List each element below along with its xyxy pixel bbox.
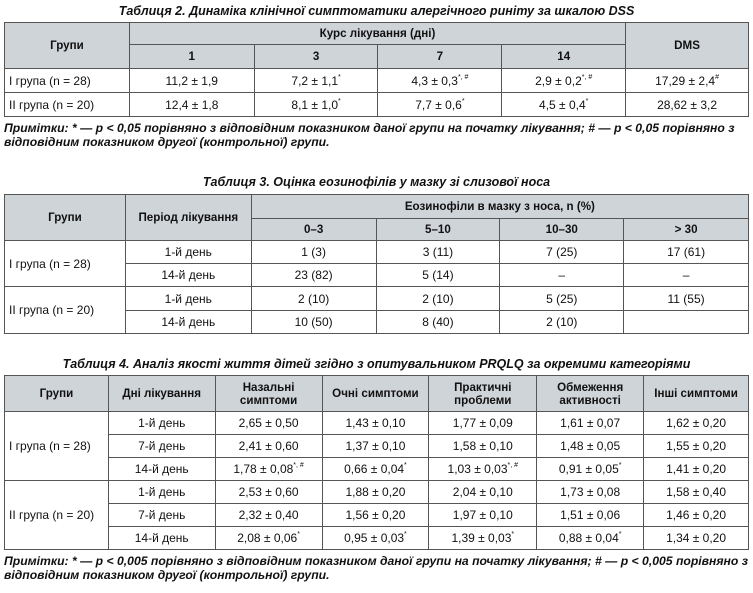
value-cell: 1,78 ± 0,08*, #: [215, 458, 322, 481]
value-cell: 1,88 ± 0,20: [322, 481, 429, 504]
value-cell: 28,62 ± 3,2: [626, 93, 749, 117]
period-cell: 1-й день: [125, 241, 251, 264]
value-cell: 1,77 ± 0,09: [429, 412, 537, 435]
value-cell: 23 (82): [251, 264, 376, 287]
table3-header-range: 10–30: [500, 219, 624, 241]
value-cell: 11 (55): [624, 287, 749, 311]
table2-header-dms: DMS: [626, 23, 749, 69]
value-cell: 2 (10): [376, 287, 500, 311]
value-cell: 7,2 ± 1,1*: [254, 69, 378, 93]
table-row: [5, 481, 749, 504]
table2-header-day: 1: [129, 45, 254, 69]
value-cell: 1,58 ± 0,10: [429, 435, 537, 458]
value-cell: [624, 311, 749, 334]
table3-header-range: > 30: [624, 219, 749, 241]
table2-header-day: 7: [378, 45, 502, 69]
value-cell: 1,48 ± 0,05: [537, 435, 644, 458]
period-cell: 14-й день: [125, 264, 251, 287]
value-cell: 1,61 ± 0,07: [537, 412, 644, 435]
table-row: [5, 93, 749, 117]
value-cell: 10 (50): [251, 311, 376, 334]
value-cell: 5 (14): [376, 264, 500, 287]
value-cell: 1,43 ± 0,10: [322, 412, 429, 435]
value-cell: 1,41 ± 0,20: [644, 458, 749, 481]
table3-header-range: 0–3: [251, 219, 376, 241]
value-cell: 2,08 ± 0,06*: [215, 527, 322, 550]
table3-caption: Таблиця 3. Оцінка еозинофілів у мазку зі слизової носа: [202, 175, 551, 189]
value-cell: 2,65 ± 0,50: [215, 412, 322, 435]
table4-header-activity: Обмеження активності: [537, 376, 644, 412]
table4-header-nasal: Назальні симптоми: [215, 376, 322, 412]
table2-header-day: 14: [502, 45, 626, 69]
value-cell: 4,5 ± 0,4*: [502, 93, 626, 117]
table4-caption: Таблиця 4. Аналіз якості життя дітей згідно з опитувальником PRQLQ за окремими категоріями: [62, 357, 691, 371]
value-cell: 17 (61): [624, 241, 749, 264]
table3-header-range: 5–10: [376, 219, 500, 241]
value-cell: 7 (25): [500, 241, 624, 264]
value-cell: 1,34 ± 0,20: [644, 527, 749, 550]
table2-header-group: Групи: [5, 23, 130, 69]
value-cell: 1,97 ± 0,10: [429, 504, 537, 527]
value-cell: 1,58 ± 0,40: [644, 481, 749, 504]
group-label: І група (n = 28): [5, 412, 109, 481]
table-row: [5, 527, 749, 550]
table2-note: Примітки: * — р < 0,05 порівняно з відповідним показником даної групи на початку лікування; # — р < 0,05 порівняно з відповідним показником другої (контрольної) групи.: [4, 121, 735, 149]
value-cell: 1,55 ± 0,20: [644, 435, 749, 458]
value-cell: 11,2 ± 1,9: [129, 69, 254, 93]
value-cell: 2,04 ± 0,10: [429, 481, 537, 504]
value-cell: 2,53 ± 0,60: [215, 481, 322, 504]
table4-header-group: Групи: [5, 376, 109, 412]
value-cell: 0,66 ± 0,04*: [322, 458, 429, 481]
table2-header-course: Курс лікування (дні): [129, 23, 625, 45]
value-cell: 1,73 ± 0,08: [537, 481, 644, 504]
table-row: [5, 458, 749, 481]
value-cell: 2 (10): [500, 311, 624, 334]
table2-caption: Таблиця 2. Динаміка клінічної симптоматики алергічного риніту за шкалою DSS: [118, 4, 635, 18]
table4-note: Примітки: * — р < 0,005 порівняно з відповідним показником даної групи на початку лікування; # — р < 0,005 порівняно з відповідним показником другої (контрольної) групи.: [4, 554, 748, 582]
table-row: [5, 241, 749, 264]
value-cell: –: [624, 264, 749, 287]
value-cell: 1 (3): [251, 241, 376, 264]
value-cell: 8 (40): [376, 311, 500, 334]
table4-header-days: Дні лікування: [108, 376, 215, 412]
value-cell: 1,03 ± 0,03*, #: [429, 458, 537, 481]
group-label: І група (n = 28): [5, 241, 126, 287]
day-cell: 7-й день: [108, 435, 215, 458]
value-cell: 2,32 ± 0,40: [215, 504, 322, 527]
period-cell: 14-й день: [125, 311, 251, 334]
value-cell: 17,29 ± 2,4#: [626, 69, 749, 93]
value-cell: 0,95 ± 0,03*: [322, 527, 429, 550]
table4-header-practical: Практичні проблеми: [429, 376, 537, 412]
value-cell: 2 (10): [251, 287, 376, 311]
table3: [4, 194, 749, 334]
day-cell: 14-й день: [108, 527, 215, 550]
value-cell: 1,39 ± 0,03*: [429, 527, 537, 550]
table3-header-period: Період лікування: [125, 195, 251, 241]
table3-header-eosinophils: Еозинофіли в мазку з носа, n (%): [251, 195, 748, 219]
value-cell: 3 (11): [376, 241, 500, 264]
day-cell: 1-й день: [108, 412, 215, 435]
group-label: ІІ група (n = 20): [5, 93, 130, 117]
value-cell: 1,56 ± 0,20: [322, 504, 429, 527]
value-cell: 0,88 ± 0,04*: [537, 527, 644, 550]
day-cell: 1-й день: [108, 481, 215, 504]
table-row: [5, 287, 749, 311]
value-cell: 1,51 ± 0,06: [537, 504, 644, 527]
day-cell: 14-й день: [108, 458, 215, 481]
value-cell: 1,62 ± 0,20: [644, 412, 749, 435]
value-cell: 0,91 ± 0,05*: [537, 458, 644, 481]
value-cell: 2,41 ± 0,60: [215, 435, 322, 458]
table2-header-day: 3: [254, 45, 378, 69]
value-cell: 1,46 ± 0,20: [644, 504, 749, 527]
table-row: [5, 412, 749, 435]
value-cell: –: [500, 264, 624, 287]
value-cell: 1,37 ± 0,10: [322, 435, 429, 458]
period-cell: 1-й день: [125, 287, 251, 311]
table-row: [5, 69, 749, 93]
value-cell: 7,7 ± 0,6*: [378, 93, 502, 117]
table4: [4, 375, 749, 550]
table-row: [5, 504, 749, 527]
value-cell: 2,9 ± 0,2*, #: [502, 69, 626, 93]
group-label: І група (n = 28): [5, 69, 130, 93]
table3-header-group: Групи: [5, 195, 126, 241]
value-cell: 8,1 ± 1,0*: [254, 93, 378, 117]
value-cell: 12,4 ± 1,8: [129, 93, 254, 117]
value-cell: 4,3 ± 0,3*, #: [378, 69, 502, 93]
table-row: [5, 435, 749, 458]
value-cell: 5 (25): [500, 287, 624, 311]
table4-header-other: Інші симптоми: [644, 376, 749, 412]
group-label: ІІ група (n = 20): [5, 287, 126, 334]
table2: [4, 22, 749, 117]
group-label: ІІ група (n = 20): [5, 481, 109, 550]
table4-header-eye: Очні симптоми: [322, 376, 429, 412]
day-cell: 7-й день: [108, 504, 215, 527]
